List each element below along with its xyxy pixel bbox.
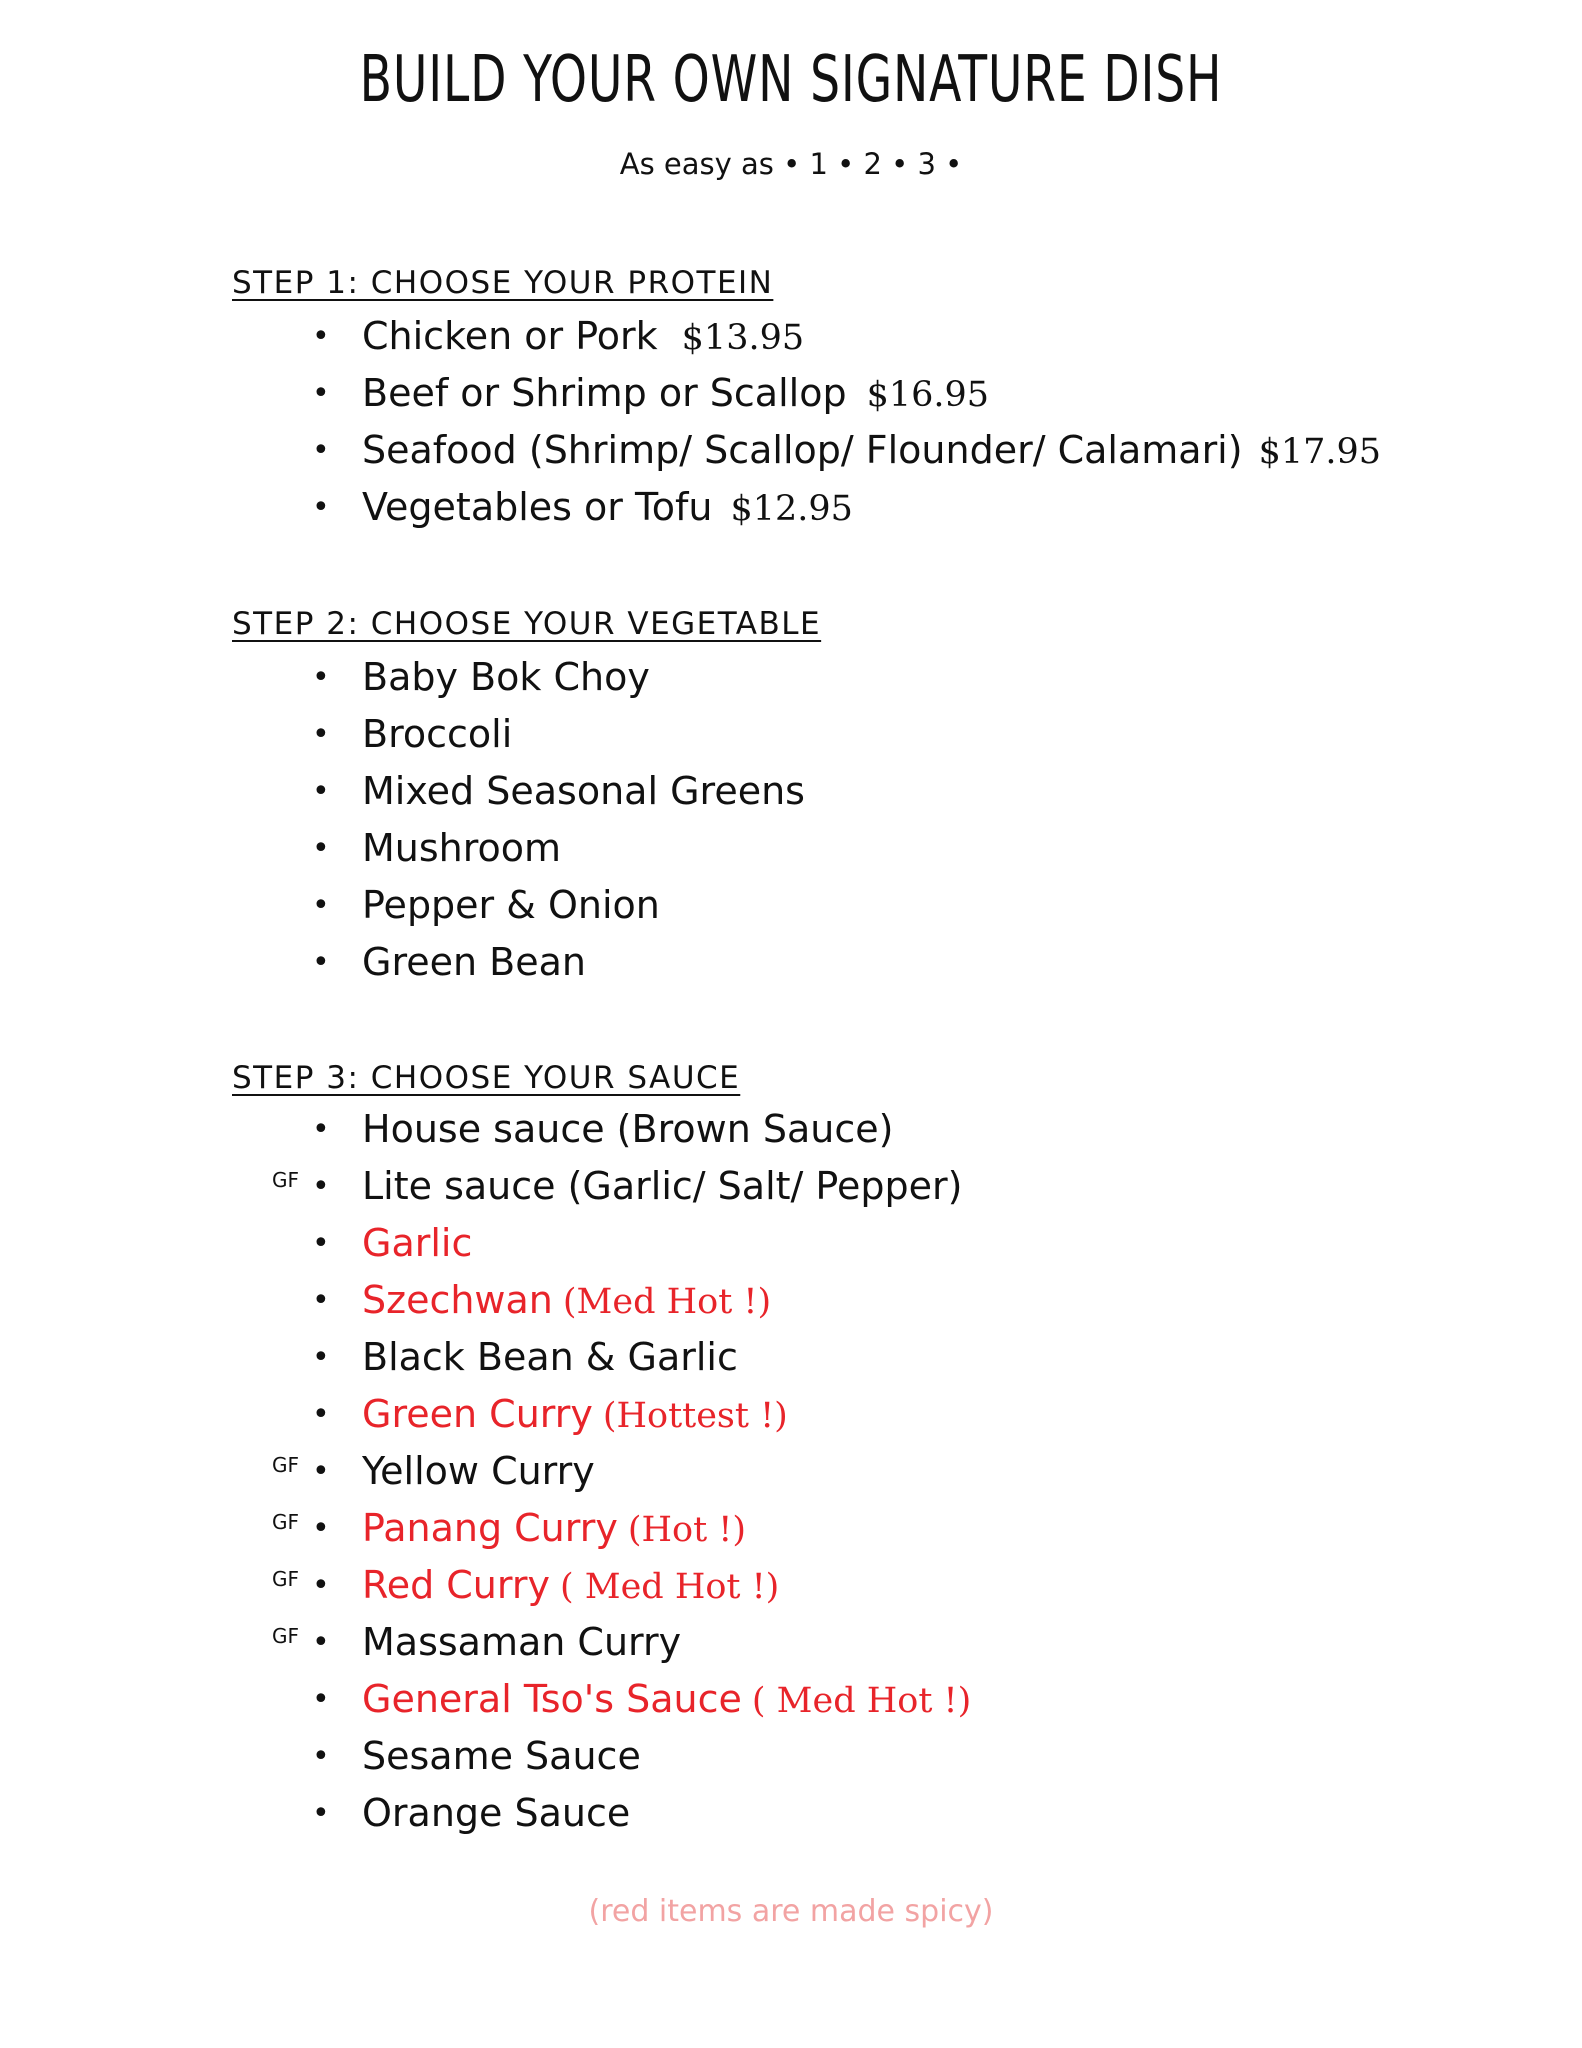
heat-note: (Hottest !) xyxy=(602,1396,788,1436)
protein-name: Seafood (Shrimp/ Scallop/ Flounder/ Calamari) xyxy=(362,428,1243,472)
sauce-name: Orange Sauce xyxy=(362,1791,631,1835)
gluten-free-badge: GF xyxy=(272,1510,300,1534)
sauce-name: Garlic xyxy=(362,1221,473,1265)
bullet-icon: • xyxy=(312,1568,330,1603)
sauce-name: Yellow Curry xyxy=(362,1449,595,1493)
page-title: BUILD YOUR OWN SIGNATURE DISH xyxy=(359,43,1223,117)
step3-heading: STEP 3: CHOOSE YOUR SAUCE xyxy=(232,1060,741,1096)
sauce-name: Black Bean & Garlic xyxy=(362,1335,738,1379)
vegetable-name: Pepper & Onion xyxy=(362,883,660,927)
gluten-free-badge: GF xyxy=(272,1567,300,1591)
bullet-icon: • xyxy=(312,319,330,354)
bullet-icon: • xyxy=(312,717,330,752)
bullet-icon: • xyxy=(312,945,330,980)
sauce-name: House sauce (Brown Sauce) xyxy=(362,1107,894,1151)
sauce-name: Panang Curry xyxy=(362,1506,618,1550)
sauce-name: Green Curry xyxy=(362,1392,593,1436)
bullet-icon: • xyxy=(312,1796,330,1831)
bullet-icon: • xyxy=(312,1739,330,1774)
spicy-footnote: (red items are made spicy) xyxy=(588,1894,994,1929)
heat-note: ( Med Hot !) xyxy=(559,1567,780,1607)
bullet-icon: • xyxy=(312,1454,330,1489)
bullet-icon: • xyxy=(312,774,330,809)
bullet-icon: • xyxy=(312,1625,330,1660)
vegetable-name: Green Bean xyxy=(362,940,586,984)
price: $17.95 xyxy=(1258,432,1382,472)
sauce-name: Lite sauce (Garlic/ Salt/ Pepper) xyxy=(362,1164,963,1208)
vegetable-name: Mixed Seasonal Greens xyxy=(362,769,805,813)
bullet-icon: • xyxy=(312,1169,330,1204)
vegetable-name: Baby Bok Choy xyxy=(362,655,650,699)
gluten-free-badge: GF xyxy=(272,1168,300,1192)
bullet-icon: • xyxy=(312,1226,330,1261)
price: $16.95 xyxy=(866,375,990,415)
sauce-name: Red Curry xyxy=(362,1563,550,1607)
bullet-icon: • xyxy=(312,1682,330,1717)
protein-name: Chicken or Pork xyxy=(362,314,658,358)
sauce-name: Sesame Sauce xyxy=(362,1734,641,1778)
bullet-icon: • xyxy=(312,1340,330,1375)
sauce-name: Massaman Curry xyxy=(362,1620,682,1664)
price: $13.95 xyxy=(681,318,805,358)
bullet-icon: • xyxy=(312,433,330,468)
step2-heading: STEP 2: CHOOSE YOUR VEGETABLE xyxy=(232,606,822,642)
price: $12.95 xyxy=(730,489,853,529)
bullet-icon: • xyxy=(312,376,330,411)
heat-note: ( Med Hot !) xyxy=(751,1681,972,1721)
heat-note: (Med Hot !) xyxy=(562,1282,772,1322)
protein-name: Vegetables or Tofu xyxy=(362,485,713,529)
bullet-icon: • xyxy=(312,1397,330,1432)
bullet-icon: • xyxy=(312,888,330,923)
heat-note: (Hot !) xyxy=(627,1510,747,1550)
sauce-name: Szechwan xyxy=(362,1278,553,1322)
bullet-icon: • xyxy=(312,660,330,695)
bullet-icon: • xyxy=(312,831,330,866)
bullet-icon: • xyxy=(312,490,330,525)
subtitle: As easy as • 1 • 2 • 3 • xyxy=(619,147,963,181)
bullet-icon: • xyxy=(312,1511,330,1546)
sauce-name: General Tso's Sauce xyxy=(362,1677,742,1721)
bullet-icon: • xyxy=(312,1283,330,1318)
vegetable-name: Broccoli xyxy=(362,712,513,756)
protein-name: Beef or Shrimp or Scallop xyxy=(362,371,847,415)
gluten-free-badge: GF xyxy=(272,1453,300,1477)
step1-heading: STEP 1: CHOOSE YOUR PROTEIN xyxy=(232,265,774,301)
bullet-icon: • xyxy=(312,1112,330,1147)
vegetable-name: Mushroom xyxy=(362,826,562,870)
gluten-free-badge: GF xyxy=(272,1624,300,1648)
